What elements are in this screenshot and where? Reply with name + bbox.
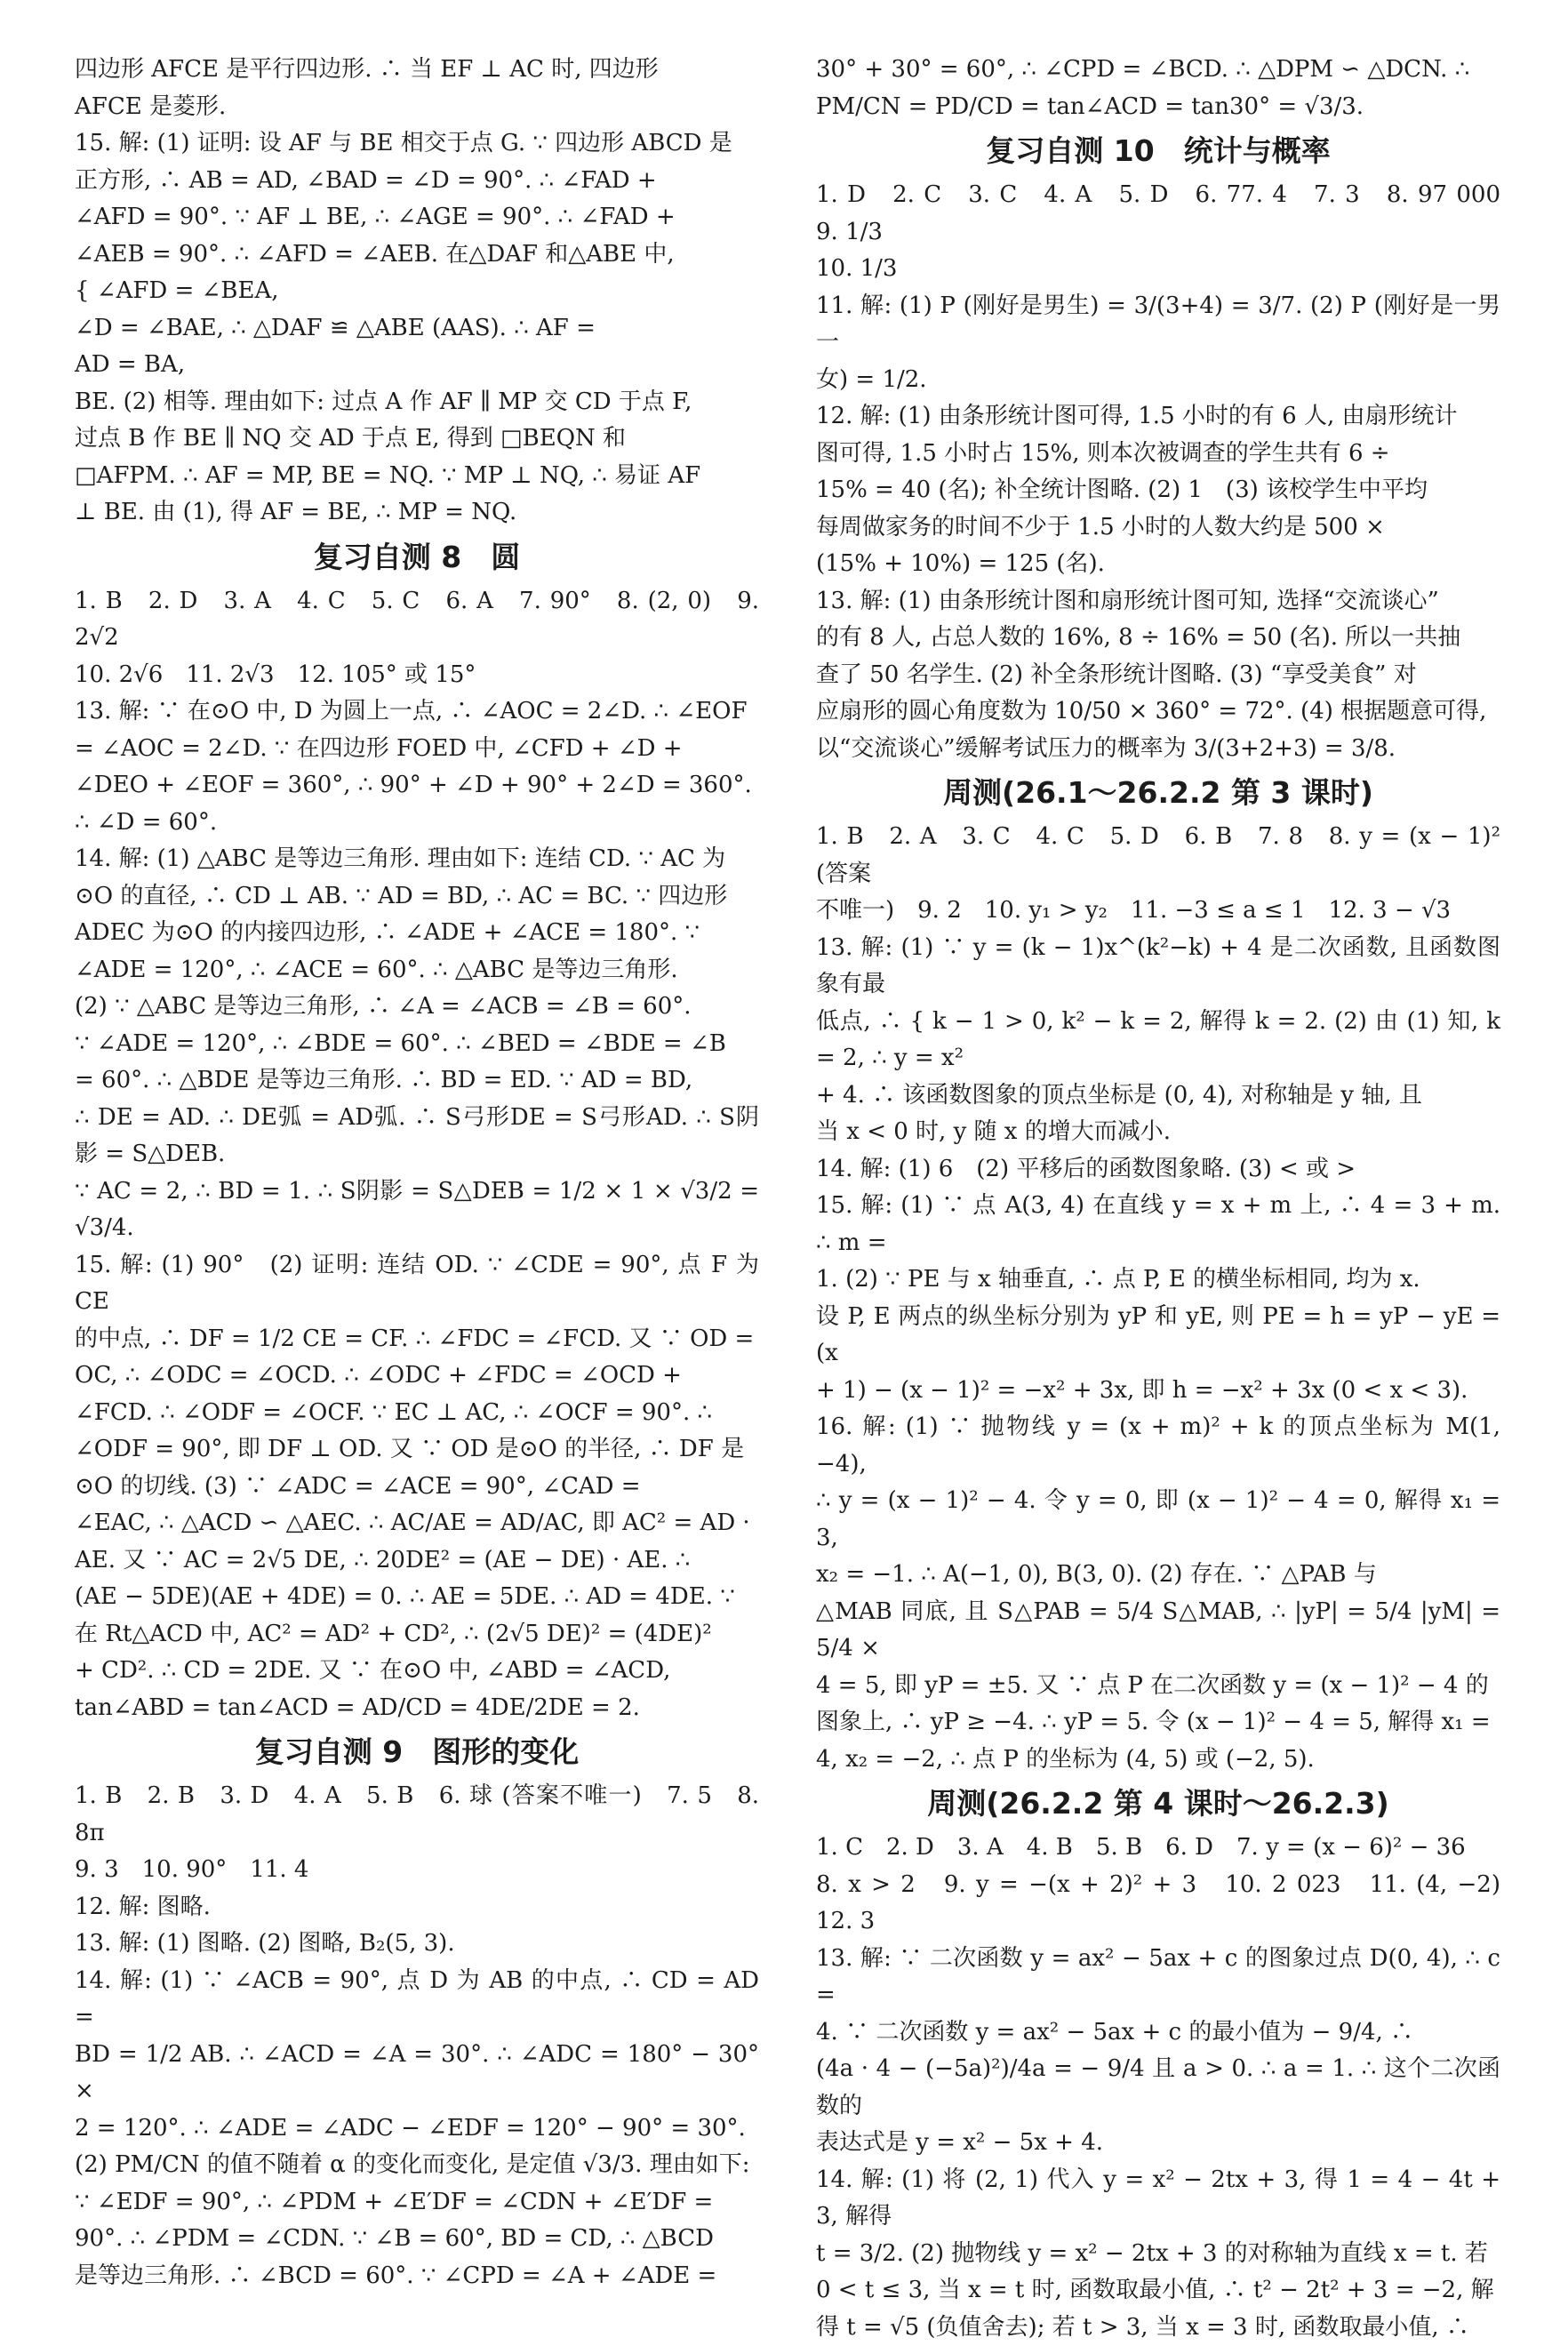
text-line: 15% = 40 (名); 补全统计图略. (2) 1 (3) 该校学生中平均	[816, 472, 1500, 509]
text-line: 13. 解: ∵ 二次函数 y = ax² − 5ax + c 的图象过点 D(0, 4), ∴ c =	[816, 1941, 1500, 2014]
text-line: 四边形 AFCE 是平行四边形. ∴ 当 EF ⊥ AC 时, 四边形	[75, 52, 759, 89]
text-line: ADEC 为⊙O 的内接四边形, ∴ ∠ADE + ∠ACE = 180°. ∵	[75, 915, 759, 952]
text-line: 低点, ∴ { k − 1 > 0, k² − k = 2, 解得 k = 2. (2) 由 (1) 知, k = 2, ∴ y = x²	[816, 1004, 1500, 1077]
text-line: 当 x < 0 时, y 随 x 的增大而减小.	[816, 1114, 1500, 1151]
text-line: 15. 解: (1) ∵ 点 A(3, 4) 在直线 y = x + m 上, ∴ 4 = 3 + m. ∴ m =	[816, 1188, 1500, 1261]
text-line: 女) = 1/2.	[816, 362, 1500, 399]
text-line: 表达式是 y = x² − 5x + 4.	[816, 2125, 1500, 2162]
text-line: ∠DEO + ∠EOF = 360°, ∴ 90° + ∠D + 90° + 2∠D = 360°.	[75, 767, 759, 805]
text-line: △MAB 同底, 且 S△PAB = 5/4 S△MAB, ∴ |yP| = 5/4 |yM| = 5/4 ×	[816, 1594, 1500, 1668]
answer-block	[816, 177, 1500, 767]
text-line: 15. 解: (1) 证明: 设 AF 与 BE 相交于点 G. ∵ 四边形 ABCD 是	[75, 125, 759, 163]
text-line: ∠AFD = 90°. ∵ AF ⊥ BE, ∴ ∠AGE = 90°. ∴ ∠FAD +	[75, 199, 759, 236]
text-line: 不唯一) 9. 2 10. y₁ > y₂ 11. −3 ≤ a ≤ 1 12. 3 − √3	[816, 893, 1500, 930]
answer-block	[75, 52, 759, 532]
text-line: (4a · 4 − (−5a)²)/4a = − 9/4 且 a > 0. ∴ a = 1. ∴ 这个二次函数的	[816, 2051, 1500, 2125]
text-line: 13. 解: ∵ 在⊙O 中, D 为圆上一点, ∴ ∠AOC = 2∠D. ∴ ∠EOF	[75, 693, 759, 731]
text-line: 16. 解: (1) ∵ 抛物线 y = (x + m)² + k 的顶点坐标为 M(1, −4),	[816, 1409, 1500, 1483]
text-line: 11. 解: (1) P (刚好是男生) = 3/(3+4) = 3/7. (2) P (刚好是一男一	[816, 288, 1500, 362]
text-line: 1. C 2. D 3. A 4. B 5. B 6. D 7. y = (x − 6)² − 36	[816, 1830, 1500, 1867]
section-heading: 复习自测 8 圆	[75, 533, 759, 581]
text-line: 90°. ∴ ∠PDM = ∠CDN. ∵ ∠B = 60°, BD = CD, ∴ △BCD	[75, 2221, 759, 2258]
text-line: 1. D 2. C 3. C 4. A 5. D 6. 77. 4 7. 3 8. 97 000 9. 1/3	[816, 177, 1500, 251]
text-line: 过点 B 作 BE ∥ NQ 交 AD 于点 E, 得到 □BEQN 和	[75, 420, 759, 458]
text-line: ∴ DE = AD. ∴ DE弧 = AD弧. ∴ S弓形DE = S弓形AD. ∴ S阴影 = S△DEB.	[75, 1100, 759, 1173]
text-line: 14. 解: (1) 将 (2, 1) 代入 y = x² − 2tx + 3, 得 1 = 4 − 4t + 3, 解得	[816, 2162, 1500, 2236]
text-line: 14. 解: (1) △ABC 是等边三角形. 理由如下: 连结 CD. ∵ AC 为	[75, 841, 759, 878]
text-line: t = 3/2. (2) 抛物线 y = x² − 2tx + 3 的对称轴为直线 x = t. 若	[816, 2236, 1500, 2273]
text-line: 14. 解: (1) 6 (2) 平移后的函数图象略. (3) < 或 >	[816, 1151, 1500, 1189]
text-line: AD = BA,	[75, 347, 759, 384]
right-column	[816, 52, 1500, 2346]
text-line: 13. 解: (1) 图略. (2) 图略, B₂(5, 3).	[75, 1926, 759, 1963]
section-heading: 复习自测 10 统计与概率	[816, 127, 1500, 175]
text-line: 1. B 2. A 3. C 4. C 5. D 6. B 7. 8 8. y = (x − 1)² (答案	[816, 819, 1500, 893]
text-line: 1. (2) ∵ PE 与 x 轴垂直, ∴ 点 P, E 的横坐标相同, 均为 x.	[816, 1261, 1500, 1299]
text-line: BE. (2) 相等. 理由如下: 过点 A 作 AF ∥ MP 交 CD 于点 F,	[75, 384, 759, 421]
text-line: 8. x > 2 9. y = −(x + 2)² + 3 10. 2 023 11. (4, −2) 12. 3	[816, 1867, 1500, 1941]
section-heading: 复习自测 9 图形的变化	[75, 1728, 759, 1776]
text-line: 4. ∵ 二次函数 y = ax² − 5ax + c 的最小值为 − 9/4, ∴	[816, 2014, 1500, 2052]
text-line: { ∠AFD = ∠BEA,	[75, 273, 759, 310]
text-line: 12. 解: 图略.	[75, 1889, 759, 1926]
text-line: (2) ∵ △ABC 是等边三角形, ∴ ∠A = ∠ACB = ∠B = 60°.	[75, 989, 759, 1026]
text-line: □AFPM. ∴ AF = MP, BE = NQ. ∵ MP ⊥ NQ, ∴ 易证 AF	[75, 458, 759, 495]
text-line: BD = 1/2 AB. ∴ ∠ACD = ∠A = 30°. ∴ ∠ADC = 180° − 30° ×	[75, 2037, 759, 2110]
answer-block	[75, 1778, 759, 2294]
text-line: 10. 1/3	[816, 251, 1500, 288]
text-line: ∴ ∠D = 60°.	[75, 805, 759, 842]
text-line: AFCE 是菱形.	[75, 89, 759, 126]
text-line: AE. 又 ∵ AC = 2√5 DE, ∴ 20DE² = (AE − DE) · AE. ∴	[75, 1542, 759, 1580]
text-line: 查了 50 名学生. (2) 补全条形统计图略. (3) “享受美食” 对	[816, 657, 1500, 694]
text-line: 4, x₂ = −2, ∴ 点 P 的坐标为 (4, 5) 或 (−2, 5).	[816, 1741, 1500, 1779]
text-line: ∠EAC, ∴ △ACD ∽ △AEC. ∴ AC/AE = AD/AC, 即 AC² = AD ·	[75, 1505, 759, 1542]
answer-block	[75, 583, 759, 1727]
text-line: ∠FCD. ∴ ∠ODF = ∠OCF. ∵ EC ⊥ AC, ∴ ∠OCF = 90°. ∴	[75, 1395, 759, 1432]
left-column	[75, 52, 759, 2294]
text-line: 是等边三角形. ∴ ∠BCD = 60°. ∵ ∠CPD = ∠A + ∠ADE =	[75, 2258, 759, 2295]
text-line: (15% + 10%) = 125 (名).	[816, 546, 1500, 583]
text-line: + 4. ∴ 该函数图象的顶点坐标是 (0, 4), 对称轴是 y 轴, 且	[816, 1077, 1500, 1115]
text-line: + 1) − (x − 1)² = −x² + 3x, 即 h = −x² + 3x (0 < x < 3).	[816, 1373, 1500, 1410]
text-line: 1. B 2. D 3. A 4. C 5. C 6. A 7. 90° 8. (2, 0) 9. 2√2	[75, 583, 759, 657]
text-line: OC, ∴ ∠ODC = ∠OCD. ∴ ∠ODC + ∠FDC = ∠OCD +	[75, 1357, 759, 1395]
text-line: 图象上, ∴ yP ≥ −4. ∴ yP = 5. 令 (x − 1)² − 4 = 5, 解得 x₁ =	[816, 1704, 1500, 1741]
section-heading: 周测(26.1～26.2.2 第 3 课时)	[816, 769, 1500, 817]
text-line: 15. 解: (1) 90° (2) 证明: 连结 OD. ∵ ∠CDE = 90°, 点 F 为 CE	[75, 1247, 759, 1321]
text-line: ⊥ BE. 由 (1), 得 AF = BE, ∴ MP = NQ.	[75, 494, 759, 532]
text-line: = 60°. ∴ △BDE 是等边三角形. ∴ BD = ED. ∵ AD = BD,	[75, 1062, 759, 1100]
text-line: 14. 解: (1) ∵ ∠ACB = 90°, 点 D 为 AB 的中点, ∴ CD = AD =	[75, 1963, 759, 2037]
text-line: ∠ODF = 90°, 即 DF ⊥ OD. 又 ∵ OD 是⊙O 的半径, ∴ DF 是	[75, 1431, 759, 1469]
text-line: ∠AEB = 90°. ∴ ∠AFD = ∠AEB. 在△DAF 和△ABE 中,	[75, 236, 759, 274]
answer-block	[816, 1830, 1500, 2346]
text-line: ⊙O 的切线. (3) ∵ ∠ADC = ∠ACE = 90°, ∠CAD =	[75, 1469, 759, 1506]
answer-block	[816, 819, 1500, 1778]
text-line: 在 Rt△ACD 中, AC² = AD² + CD², ∴ (2√5 DE)² = (4DE)²	[75, 1616, 759, 1653]
section-heading: 周测(26.2.2 第 4 课时～26.2.3)	[816, 1780, 1500, 1828]
text-line: (AE − 5DE)(AE + 4DE) = 0. ∴ AE = 5DE. ∴ AD = 4DE. ∵	[75, 1579, 759, 1616]
text-line: 以“交流谈心”缓解考试压力的概率为 3/(3+2+3) = 3/8.	[816, 731, 1500, 768]
text-line: 30° + 30° = 60°, ∴ ∠CPD = ∠BCD. ∴ △DPM ∽ △DCN. ∴	[816, 52, 1500, 89]
text-line: (2) PM/CN 的值不随着 α 的变化而变化, 是定值 √3/3. 理由如下:	[75, 2147, 759, 2184]
text-line: 1. B 2. B 3. D 4. A 5. B 6. 球 (答案不唯一) 7. 5 8. 8π	[75, 1778, 759, 1852]
text-line: 13. 解: (1) 由条形统计图和扇形统计图可知, 选择“交流谈心”	[816, 583, 1500, 621]
text-line: ∵ AC = 2, ∴ BD = 1. ∴ S阴影 = S△DEB = 1/2 × 1 × √3/2 = √3/4.	[75, 1173, 759, 1247]
text-line: 10. 2√6 11. 2√3 12. 105° 或 15°	[75, 657, 759, 694]
text-line: ∠ADE = 120°, ∴ ∠ACE = 60°. ∴ △ABC 是等边三角形.	[75, 952, 759, 989]
text-line: ∠D = ∠BAE, ∴ △DAF ≌ △ABE (AAS). ∴ AF =	[75, 310, 759, 348]
text-line: 4 = 5, 即 yP = ±5. 又 ∵ 点 P 在二次函数 y = (x − 1)² − 4 的	[816, 1668, 1500, 1705]
text-line: + CD². ∴ CD = 2DE. 又 ∵ 在⊙O 中, ∠ABD = ∠ACD,	[75, 1653, 759, 1690]
text-line: 0 < t ≤ 3, 当 x = t 时, 函数取最小值, ∴ t² − 2t² + 3 = −2, 解	[816, 2272, 1500, 2310]
text-line: ∵ ∠ADE = 120°, ∴ ∠BDE = 60°. ∴ ∠BED = ∠BDE = ∠B	[75, 1026, 759, 1063]
answer-block	[816, 52, 1500, 125]
text-line: ∵ ∠EDF = 90°, ∴ ∠PDM + ∠E′DF = ∠CDN + ∠E′DF =	[75, 2184, 759, 2222]
text-line: 设 P, E 两点的纵坐标分别为 yP 和 yE, 则 PE = h = yP − yE = (x	[816, 1299, 1500, 1373]
text-line: 图可得, 1.5 小时占 15%, 则本次被调查的学生共有 6 ÷	[816, 436, 1500, 473]
text-line: PM/CN = PD/CD = tan∠ACD = tan30° = √3/3.	[816, 89, 1500, 126]
text-line: 每周做家务的时间不少于 1.5 小时的人数大约是 500 ×	[816, 509, 1500, 547]
text-line: tan∠ABD = tan∠ACD = AD/CD = 4DE/2DE = 2.	[75, 1690, 759, 1727]
text-line: = ∠AOC = 2∠D. ∵ 在四边形 FOED 中, ∠CFD + ∠D +	[75, 731, 759, 768]
text-line: x₂ = −1. ∴ A(−1, 0), B(3, 0). (2) 存在. ∵ △PAB 与	[816, 1557, 1500, 1594]
text-line: 2 = 120°. ∴ ∠ADE = ∠ADC − ∠EDF = 120° − 90° = 30°.	[75, 2110, 759, 2148]
text-line: 13. 解: (1) ∵ y = (k − 1)x^(k²−k) + 4 是二次函数, 且函数图象有最	[816, 930, 1500, 1004]
text-line: ⊙O 的直径, ∴ CD ⊥ AB. ∵ AD = BD, ∴ AC = BC. ∵ 四边形	[75, 878, 759, 916]
text-line: 9. 3 10. 90° 11. 4	[75, 1852, 759, 1889]
text-line: 的中点, ∴ DF = 1/2 CE = CF. ∴ ∠FDC = ∠FCD. 又 ∵ OD =	[75, 1321, 759, 1358]
text-line: 的有 8 人, 占总人数的 16%, 8 ÷ 16% = 50 (名). 所以一共抽	[816, 620, 1500, 657]
text-line: 12. 解: (1) 由条形统计图可得, 1.5 小时的有 6 人, 由扇形统计	[816, 398, 1500, 436]
text-line: 得 t = √5 (负值舍去); 若 t > 3, 当 x = 3 时, 函数取最小值, ∴	[816, 2310, 1500, 2346]
text-line: 正方形, ∴ AB = AD, ∠BAD = ∠D = 90°. ∴ ∠FAD +	[75, 163, 759, 200]
text-line: 应扇形的圆心角度数为 10/50 × 360° = 72°. (4) 根据题意可得,	[816, 693, 1500, 731]
text-line: ∴ y = (x − 1)² − 4. 令 y = 0, 即 (x − 1)² − 4 = 0, 解得 x₁ = 3,	[816, 1483, 1500, 1557]
